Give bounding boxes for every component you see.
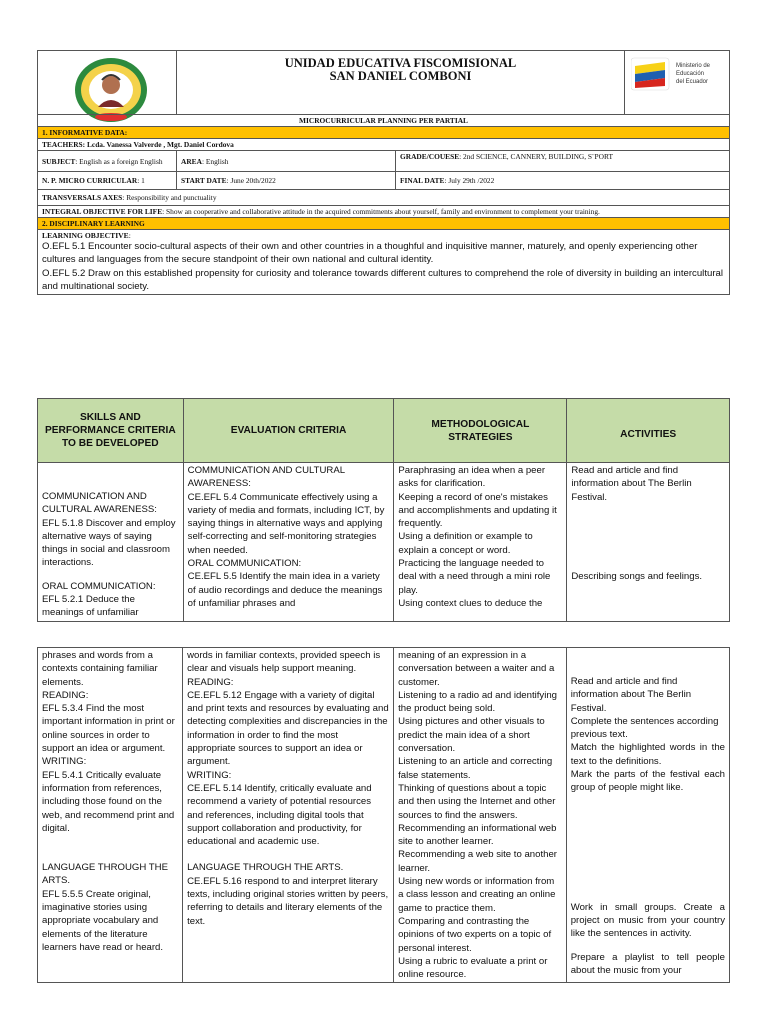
subject-cell: [38, 151, 177, 172]
area-cell: [177, 151, 396, 172]
strategies-cell: [394, 648, 567, 983]
final-date-cell: [396, 172, 730, 190]
activity-entry: Mark the parts of the festival each group of people might like.: [570, 769, 725, 794]
activity-entry: Match the highlighted words in the text to the definitions.: [570, 742, 725, 767]
learning-objective-2: O.EFL 5.2 Draw on this established propensity for curiosity and tolerance towards different cultures to comprehend the role of diversity in building an intercultural and multinational society.: [42, 267, 723, 292]
grade-cell: [396, 151, 730, 172]
evaluation-entry: COMMUNICATION AND CULTURAL AWARENESS:: [187, 465, 345, 490]
school-name-line2: SAN DANIEL COMBONI: [329, 69, 472, 83]
svg-text:del Ecuador: del Ecuador: [676, 79, 709, 85]
evaluation-cell: [183, 648, 394, 983]
transversal-label: TRANSVERSALS AXES: [42, 193, 123, 202]
strategies-cell: [394, 463, 567, 622]
evaluation-entry: CE.EFL 5.14 Identify, critically evaluate and recommend a variety of potential resources and references, including digital tools that support collaboration and productivity, for educational and academic use.: [187, 782, 372, 848]
school-name-line1: UNIDAD EDUCATIVA FISCOMISIONAL: [284, 56, 517, 70]
strategy-entry: Comparing and contrasting the opinions of two experts on a topic of personal interest.: [398, 915, 552, 954]
final-date-label: FINAL DATE: [400, 176, 445, 185]
strategy-entry: Practicing the language needed to deal with a need through a mini role play.: [398, 558, 551, 596]
final-date-value: : July 29th /2022: [444, 176, 495, 185]
skills-entry: LANGUAGE THROUGH THE ARTS.: [42, 862, 168, 887]
activity-entry: Prepare a playlist to tell people about the music from your: [570, 951, 725, 976]
strategy-entry: Using a definition or example to explain a concept or word.: [398, 531, 533, 556]
strategy-entry: Keeping a record of one's mistakes and accomplishments and updating it frequently.: [398, 491, 557, 530]
evaluation-entry: ORAL COMMUNICATION:: [187, 558, 302, 570]
evaluation-entry: CE.EFL 5.5 Identify the main idea in a variety of audio recordings and deduce the meanings of unfamiliar phrases and: [187, 571, 383, 609]
learning-objective-1: O.EFL 5.1 Encounter socio-cultural aspects of their own and other countries in a thoughful and inquisitive manner, maturely, and openly experiencing other cultures and languages from the secure standpoint of their own national and cultural identity.: [42, 241, 698, 266]
skills-cell: [38, 463, 184, 622]
teachers-row: [38, 139, 730, 151]
skills-entry: WRITING:: [42, 756, 87, 768]
skills-entry: EFL 5.4.1 Critically evaluate information from references, including those found on the web, and recommend print and digital.: [42, 769, 175, 834]
strategy-entry: Paraphrasing an idea when a peer asks for clarification.: [398, 465, 546, 490]
skills-entry: EFL 5.5.5 Create original, imaginative stories using appropriate vocabulary and elements of the literature learners have read or heard.: [42, 888, 164, 953]
planning-table-page2: [37, 647, 730, 983]
integral-objective-label: INTEGRAL OBJECTIVE FOR LIFE: [42, 207, 163, 216]
np-value: : 1: [137, 176, 145, 185]
evaluation-entry: CE.EFL 5.4 Communicate effectively using a variety of media and formats, including ICT, by saying things in alternative ways and applying self-correcting and self-monitoring strategies when needed.: [187, 491, 385, 556]
np-label: N. P. MICRO CURRICULAR: [42, 176, 138, 185]
column-header-evaluation: EVALUATION CRITERIA: [183, 399, 394, 463]
evaluation-entry: LANGUAGE THROUGH THE ARTS.: [187, 862, 344, 874]
activity-entry: Read and article and find information about The Berlin Festival.: [571, 465, 692, 503]
ministry-cell: [625, 51, 730, 115]
evaluation-cell: [183, 463, 394, 622]
learning-objective-cell: [38, 230, 730, 295]
transversal-value: : Responsibility and punctuality: [122, 193, 217, 202]
plan-title: MICROCURRICULAR PLANNING PER PARTIAL: [38, 115, 730, 127]
evaluation-entry: WRITING:: [187, 769, 232, 781]
grade-value: : 2nd SCIENCE, CANNERY, BUILDING, S¨PORT: [459, 152, 613, 161]
activity-entry: Describing songs and feelings.: [571, 570, 703, 582]
strategy-entry: Using pictures and other visuals to predict the main idea of a short conversation.: [398, 716, 545, 755]
integral-objective-value: : Show an cooperative and collaborative attitude in the acquired commitments about yourself, family and environment to complement your training.: [162, 207, 600, 216]
skills-entry: phrases and words from a contexts containing familiar elements.: [42, 650, 158, 688]
strategy-entry: Using context clues to deduce the: [398, 597, 543, 609]
skills-entry: COMMUNICATION AND CULTURAL AWARENESS:: [42, 491, 157, 516]
strategy-entry: Thinking of questions about a topic and then using the Internet and other sources to find the answers.: [398, 782, 556, 821]
strategy-entry: Recommending a web site to another learner.: [398, 849, 557, 874]
activities-cell: [567, 463, 730, 622]
learning-objective-label: LEARNING OBJECTIVE: [42, 231, 129, 240]
integral-objective-row: [38, 206, 730, 218]
evaluation-entry: CE.EFL 5.12 Engage with a variety of digital and print texts and resources by evaluating and detecting complexities and discrepancies in the information in order to find the most appropriate sources to support an idea or argument.: [187, 689, 389, 768]
evaluation-entry: words in familiar contexts, provided speech is clear and visuals help support meaning.: [187, 650, 381, 675]
grade-label: GRADE/COUESE: [400, 152, 460, 161]
subject-value: : English as a foreign English: [75, 156, 163, 166]
start-date-label: START DATE: [181, 176, 227, 185]
strategy-entry: Recommending an informational web site to another learner.: [398, 822, 557, 848]
planning-table-page1: [37, 398, 730, 622]
svg-text:Ministerio de: Ministerio de: [676, 63, 711, 69]
np-cell: [38, 172, 177, 190]
learning-objective-colon: :: [128, 231, 131, 240]
column-header-skills: SKILLS AND PERFORMANCE CRITERIA TO BE DEVELOPED: [38, 399, 184, 463]
activity-entry: Complete the sentences according previous text.: [570, 715, 719, 741]
activities-cell: [566, 648, 729, 983]
svg-text:Educación: Educación: [676, 71, 705, 77]
strategy-entry: Listening to a radio ad and identifying the product being sold.: [398, 689, 558, 715]
evaluation-entry: CE.EFL 5.16 respond to and interpret literary texts, including original stories written by peers, referring to details and literary elements of the text.: [187, 875, 389, 927]
area-value: : English: [201, 156, 229, 166]
skills-entry: EFL 5.2.1 Deduce the meanings of unfamiliar: [42, 594, 139, 619]
skills-entry: EFL 5.3.4 Find the most important information in print or online sources in order to support an idea or argument.: [42, 703, 175, 755]
evaluation-entry: READING:: [187, 676, 234, 688]
skills-entry: EFL 5.1.8 Discover and employ alternative ways of saying things in social and classroom interactions.: [42, 517, 176, 569]
activity-entry: Read and article and find information about The Berlin Festival.: [570, 676, 692, 714]
area-label: AREA: [181, 156, 202, 166]
activity-entry: Work in small groups. Create a project on music from your country like the sentences in activity.: [570, 901, 725, 940]
teachers-label: TEACHERS: [42, 140, 83, 149]
skills-entry: READING:: [42, 689, 89, 701]
teachers-value: : Lcda. Vanessa Valverde , Mgt. Daniel Cordova: [82, 140, 234, 149]
strategy-entry: Using new words or information from a class lesson and creating an online game to practice them.: [398, 876, 556, 914]
column-header-activities: ACTIVITIES: [567, 399, 730, 463]
skills-entry: ORAL COMMUNICATION:: [42, 580, 156, 592]
strategy-entry: Using a rubric to evaluate a print or online resource.: [398, 955, 548, 981]
header-table: [37, 50, 730, 295]
disciplinary-learning-heading: 2. DISCIPLINARY LEARNING: [38, 218, 730, 230]
school-name: [177, 51, 625, 115]
skills-cell: [38, 648, 183, 983]
seal-cell: [38, 51, 177, 115]
start-date-cell: [177, 172, 396, 190]
strategy-entry: meaning of an expression in a conversation between a waiter and a customer.: [398, 650, 555, 688]
transversal-row: [38, 190, 730, 206]
informative-data-heading: 1. INFORMATIVE DATA:: [38, 127, 730, 139]
start-date-value: : June 20th/2022: [226, 176, 276, 185]
subject-label: SUBJECT: [42, 156, 76, 166]
strategy-entry: Listening to an article and correcting false statements.: [398, 756, 553, 781]
column-header-strategies: METHODOLOGICAL STRATEGIES: [394, 399, 567, 463]
